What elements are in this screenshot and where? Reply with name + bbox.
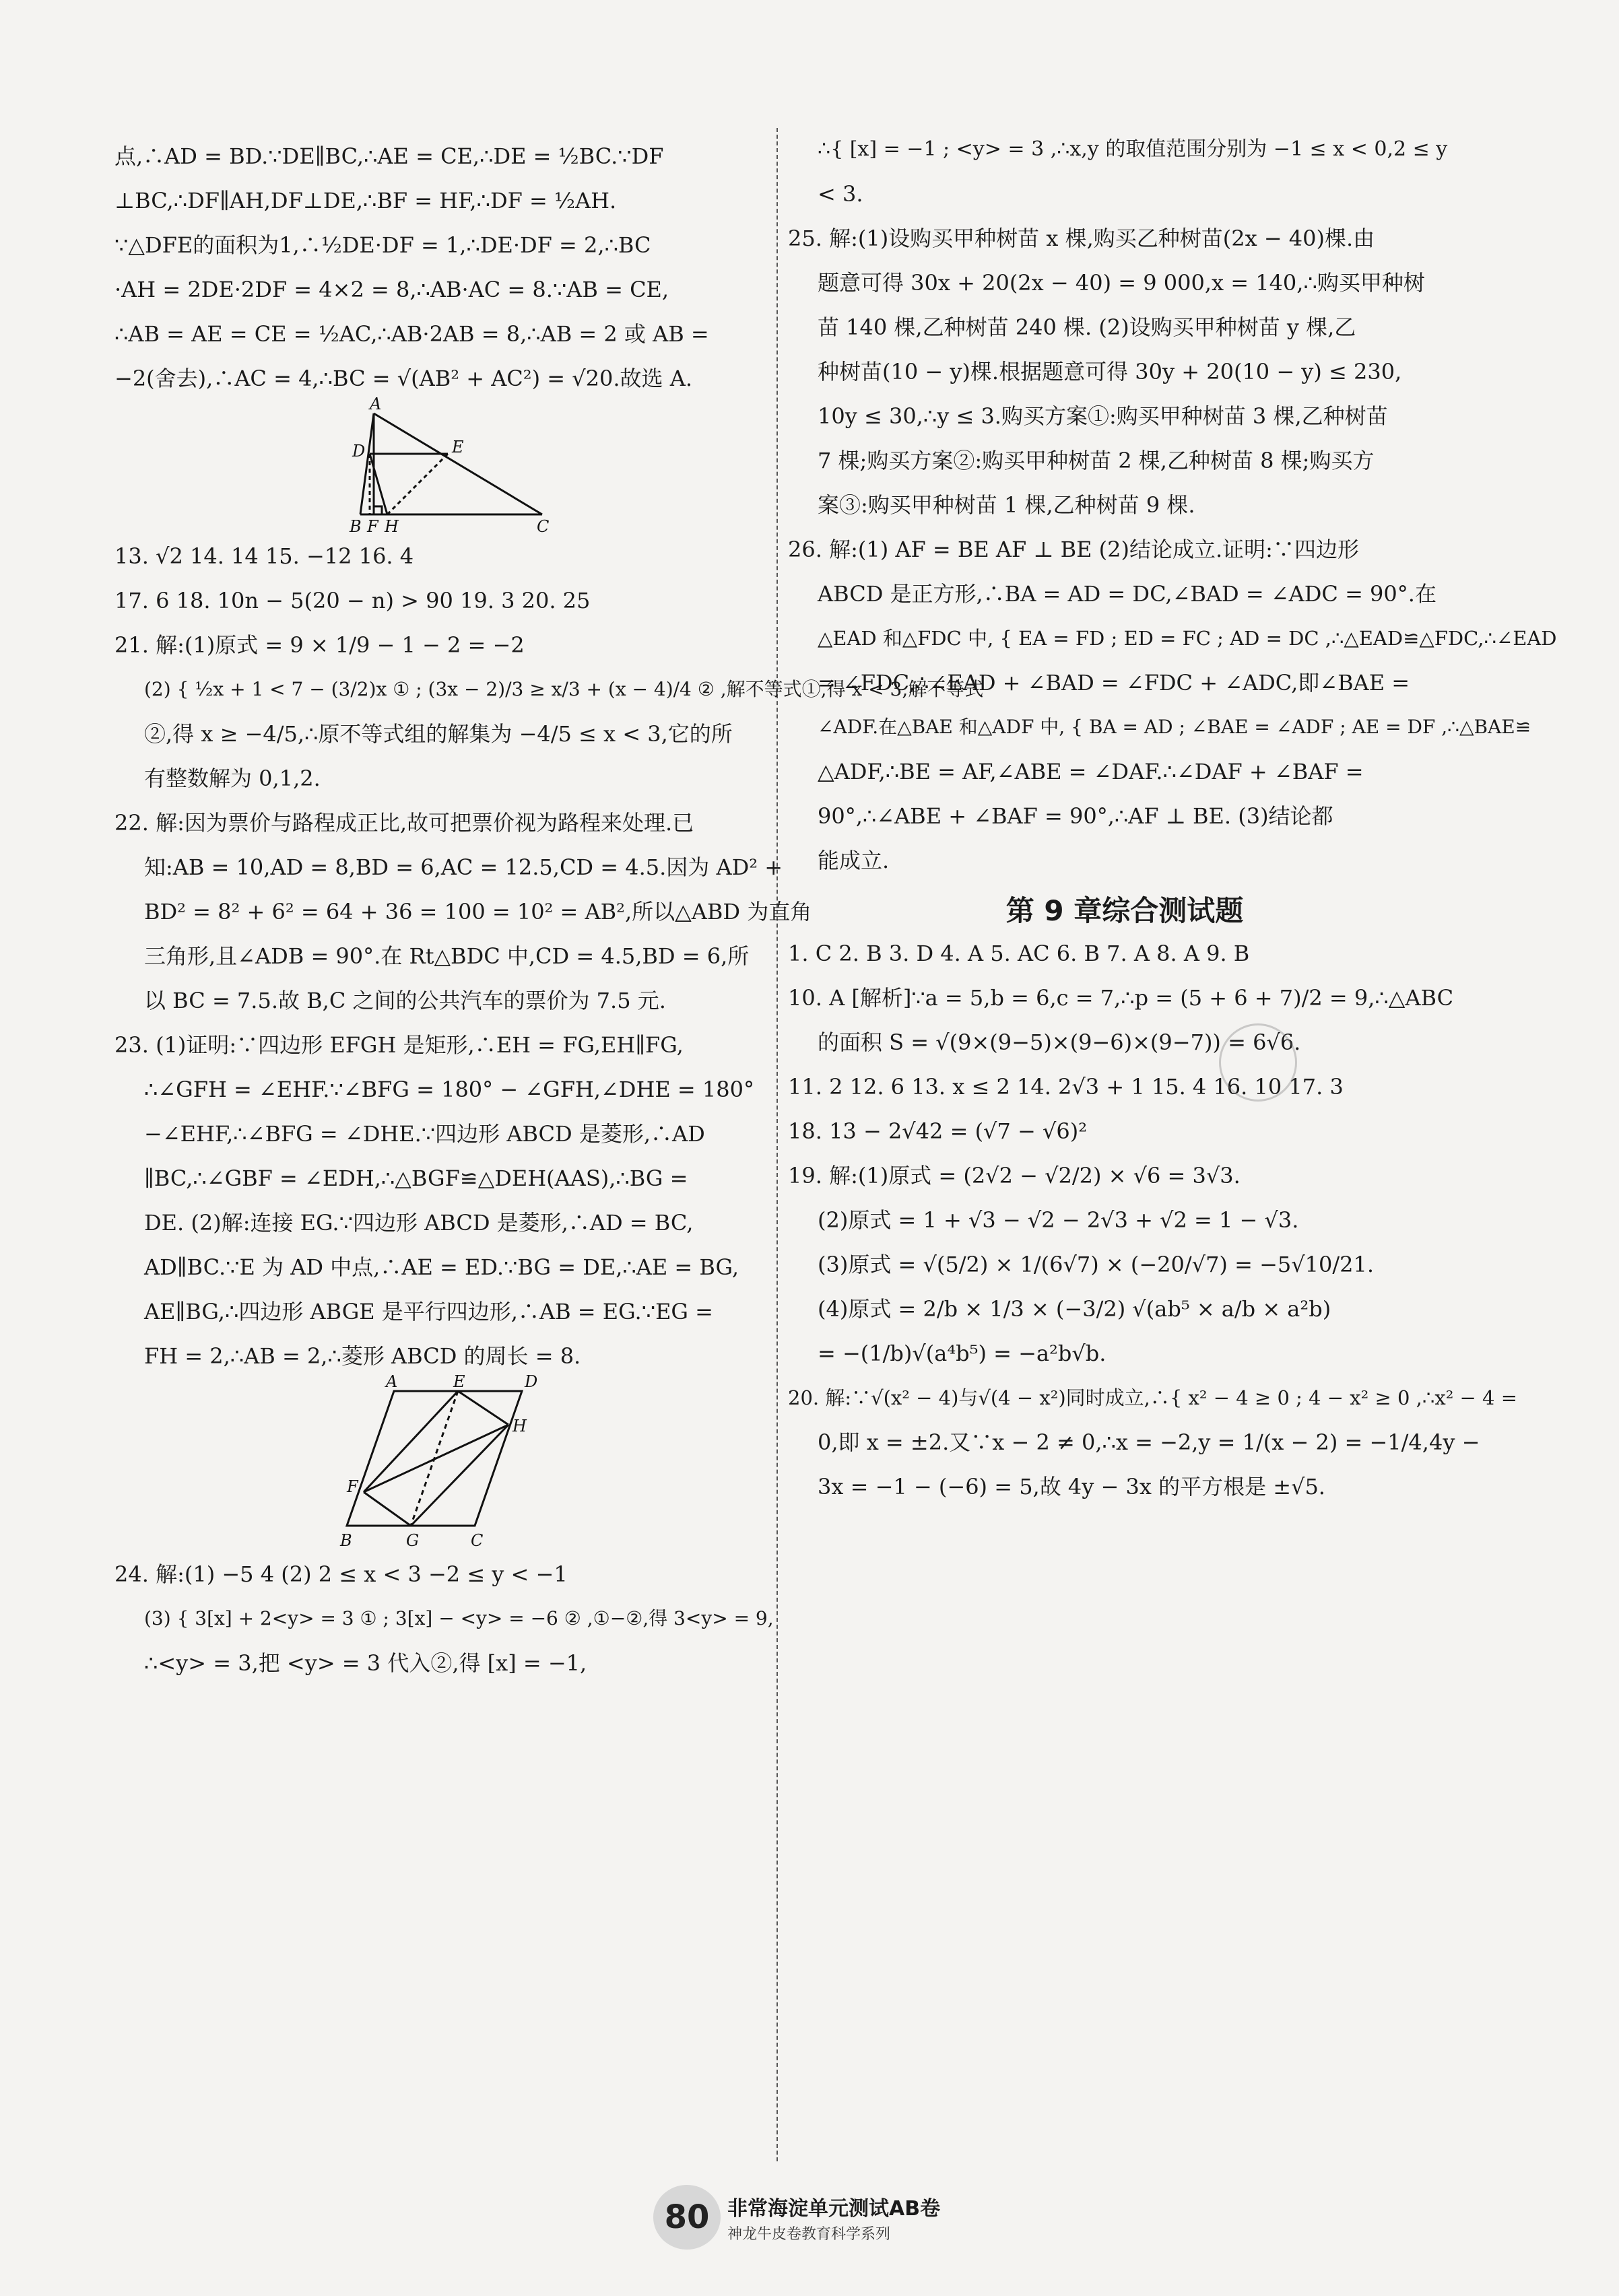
point-label-e: E	[453, 1372, 465, 1391]
answer-line: (3) { 3[x] + 2<y> = 3 ① ; 3[x] − <y> = −6 ② ,①−②,得 3<y> = 9,	[144, 1607, 774, 1629]
point-label-a: A	[386, 1372, 398, 1391]
answer-line: 苗 140 棵,乙种树苗 240 棵. (2)设购买甲种树苗 y 棵,乙	[818, 314, 1356, 340]
answer-line: ∥BC,∴∠GBF = ∠EDH,∴△BGF≌△DEH(AAS),∴BG =	[144, 1166, 688, 1191]
answer-line: (2)原式 = 1 + √3 − √2 − 2√3 + √2 = 1 − √3.	[818, 1207, 1299, 1233]
answer-line: ∴{ [x] = −1 ; <y> = 3 ,∴x,y 的取值范围分别为 −1 ≤ x < 0,2 ≤ y	[818, 137, 1448, 161]
answer-line: 13. √2 14. 14 15. −12 16. 4	[114, 543, 414, 569]
answer-line: 22. 解:因为票价与路程成正比,故可把票价视为路程来处理.已	[114, 810, 694, 836]
point-label-a: A	[370, 395, 382, 413]
answer-line: △ADF,∴BE = AF,∠ABE = ∠DAF.∴∠DAF + ∠BAF =	[818, 759, 1364, 784]
answer-line: 10. A [解析]∵a = 5,b = 6,c = 7,∴p = (5 + 6 + 7)/2 = 9,∴△ABC	[788, 985, 1454, 1011]
answer-line: BD² = 8² + 6² = 64 + 36 = 100 = 10² = AB²,所以△ABD 为直角	[144, 899, 812, 924]
answer-line: (4)原式 = 2/b × 1/3 × (−3/2) √(ab⁵ × a/b × a²b)	[818, 1296, 1331, 1322]
answer-line: −∠EHF,∴∠BFG = ∠DHE.∵四边形 ABCD 是菱形,∴AD	[144, 1121, 705, 1147]
answer-line: (2) { ½x + 1 < 7 − (3/2)x ① ; (3x − 2)/3 ≥ x/3 + (x − 4)/4 ② ,解不等式①,得 x < 3,解不等式	[144, 678, 984, 700]
point-label-e: E	[452, 438, 464, 457]
triangle-figure	[320, 395, 562, 536]
point-label-f: F	[367, 517, 378, 536]
answer-line: AE∥BG,∴四边形 ABGE 是平行四边形,∴AB = EG.∵EG =	[144, 1299, 713, 1324]
answer-line: ②,得 x ≥ −4/5,∴原不等式组的解集为 −4/5 ≤ x < 3,它的所	[144, 721, 733, 747]
answer-line: 10y ≤ 30,∴y ≤ 3.购买方案①:购买甲种树苗 3 棵,乙种树苗	[818, 403, 1388, 429]
answer-line: 的面积 S = √(9×(9−5)×(9−6)×(9−7)) = 6√6.	[818, 1029, 1301, 1055]
answer-line: ABCD 是正方形,∴BA = AD = DC,∠BAD = ∠ADC = 90°.在	[818, 581, 1436, 607]
text-line: ∴AB = AE = CE = ½AC,∴AB·2AB = 8,∴AB = 2 或 AB =	[114, 321, 709, 347]
page-number: 80	[653, 2185, 721, 2250]
point-label-g: G	[406, 1531, 420, 1550]
answer-line: 种树苗(10 − y)棵.根据题意可得 30y + 20(10 − y) ≤ 230,	[818, 359, 1402, 384]
answer-line: 3x = −1 − (−6) = 5,故 4y − 3x 的平方根是 ±√5.	[818, 1474, 1325, 1499]
answer-line: ∴<y> = 3,把 <y> = 3 代入②,得 [x] = −1,	[144, 1650, 587, 1676]
point-label-b: B	[350, 517, 362, 536]
watermark-stamp	[1219, 1023, 1297, 1102]
point-label-h: H	[513, 1417, 527, 1436]
text-line: 点,∴AD = BD.∵DE∥BC,∴AE = CE,∴DE = ½BC.∵DF	[114, 143, 664, 169]
answer-line: 18. 13 − 2√42 = (√7 − √6)²	[788, 1118, 1088, 1144]
answer-line: 题意可得 30x + 20(2x − 40) = 9 000,x = 140,∴购买甲种树	[818, 270, 1425, 296]
answer-line: 1. C 2. B 3. D 4. A 5. AC 6. B 7. A 8. A 9. B	[788, 941, 1250, 966]
text-line: ⊥BC,∴DF∥AH,DF⊥DE,∴BF = HF,∴DF = ½AH.	[114, 188, 617, 213]
answer-line: 25. 解:(1)设购买甲种树苗 x 棵,购买乙种树苗(2x − 40)棵.由	[788, 226, 1375, 251]
brand-series: 神龙牛皮卷教育科学系列	[727, 2226, 891, 2243]
text-line: −2(舍去),∴AC = 4,∴BC = √(AB² + AC²) = √20.故选 A.	[114, 366, 692, 391]
answer-line: (3)原式 = √(5/2) × 1/(6√7) × (−20/√7) = −5√10/21.	[818, 1252, 1375, 1277]
answer-line: 有整数解为 0,1,2.	[144, 766, 321, 791]
answer-line: = ∠FDC,∴∠EAD + ∠BAD = ∠FDC + ∠ADC,即∠BAE =	[818, 670, 1410, 696]
answer-line: 知:AB = 10,AD = 8,BD = 6,AC = 12.5,CD = 4.5.因为 AD² +	[144, 854, 783, 880]
rhombus-figure	[333, 1372, 549, 1553]
answer-line: < 3.	[818, 181, 863, 207]
answer-line: 7 棵;购买方案②:购买甲种树苗 2 棵,乙种树苗 8 棵;购买方	[818, 448, 1375, 473]
point-label-h: H	[385, 517, 399, 536]
answer-line: 能成立.	[818, 848, 890, 873]
section-title: 第 9 章综合测试题	[1005, 894, 1244, 927]
point-label-b: B	[340, 1531, 352, 1550]
answer-line: = −(1/b)√(a⁴b⁵) = −a²b√b.	[818, 1341, 1106, 1366]
answer-line: 案③:购买甲种树苗 1 棵,乙种树苗 9 棵.	[818, 492, 1195, 518]
answer-line: 三角形,且∠ADB = 90°.在 Rt△BDC 中,CD = 4.5,BD = 6,所	[144, 943, 750, 969]
answer-line: FH = 2,∴AB = 2,∴菱形 ABCD 的周长 = 8.	[144, 1343, 581, 1369]
answer-line: 0,即 x = ±2.又∵x − 2 ≠ 0,∴x = −2,y = 1/(x − 2) = −1/4,4y −	[818, 1429, 1480, 1455]
point-label-c: C	[537, 517, 550, 536]
answer-line: 23. (1)证明:∵四边形 EFGH 是矩形,∴EH = FG,EH∥FG,	[114, 1032, 684, 1058]
right-column	[788, 135, 1557, 1501]
answer-line: 20. 解:∵√(x² − 4)与√(4 − x²)同时成立,∴{ x² − 4 ≥ 0 ; 4 − x² ≥ 0 ,∴x² − 4 =	[788, 1386, 1518, 1409]
answer-line: 以 BC = 7.5.故 B,C 之间的公共汽车的票价为 7.5 元.	[144, 988, 666, 1013]
column-divider	[777, 128, 778, 2161]
answer-line: DE. (2)解:连接 EG.∵四边形 ABCD 是菱形,∴AD = BC,	[144, 1210, 694, 1236]
answer-line: △EAD 和△FDC 中, { EA = FD ; ED = FC ; AD = DC ,∴△EAD≌△FDC,∴∠EAD	[818, 627, 1557, 650]
text-line: ∵△DFE的面积为1,∴½DE·DF = 1,∴DE·DF = 2,∴BC	[114, 232, 651, 258]
answer-line: 90°,∴∠ABE + ∠BAF = 90°,∴AF ⊥ BE. (3)结论都	[818, 803, 1333, 829]
answer-line: 26. 解:(1) AF = BE AF ⊥ BE (2)结论成立.证明:∵四边形	[788, 537, 1359, 562]
answer-line: AD∥BC.∵E 为 AD 中点,∴AE = ED.∵BG = DE,∴AE = BG,	[144, 1254, 739, 1280]
answer-line: 24. 解:(1) −5 4 (2) 2 ≤ x < 3 −2 ≤ y < −1	[114, 1561, 568, 1587]
answer-line: ∴∠GFH = ∠EHF.∵∠BFG = 180° − ∠GFH,∠DHE = 180°	[144, 1077, 754, 1102]
text-line: ·AH = 2DE·2DF = 4×2 = 8,∴AB·AC = 8.∵AB = CE,	[114, 277, 669, 302]
answer-line: 17. 6 18. 10n − 5(20 − n) > 90 19. 3 20. 25	[114, 588, 591, 613]
point-label-d: D	[352, 442, 366, 461]
brand-title: 非常海淀单元测试AB卷	[727, 2197, 941, 2221]
answer-line: 11. 2 12. 6 13. x ≤ 2 14. 2√3 + 1 15. 4 16. 10 17. 3	[788, 1074, 1344, 1100]
page-footer	[0, 2185, 1619, 2259]
answer-line: 19. 解:(1)原式 = (2√2 − √2/2) × √6 = 3√3.	[788, 1163, 1241, 1188]
point-label-c: C	[471, 1531, 484, 1550]
point-label-f: F	[347, 1477, 358, 1496]
answer-line: ∠ADF.在△BAE 和△ADF 中, { BA = AD ; ∠BAE = ∠ADF ; AE = DF ,∴△BAE≌	[818, 716, 1531, 738]
point-label-d: D	[525, 1372, 538, 1391]
answer-line: 21. 解:(1)原式 = 9 × 1/9 − 1 − 2 = −2	[114, 632, 525, 658]
